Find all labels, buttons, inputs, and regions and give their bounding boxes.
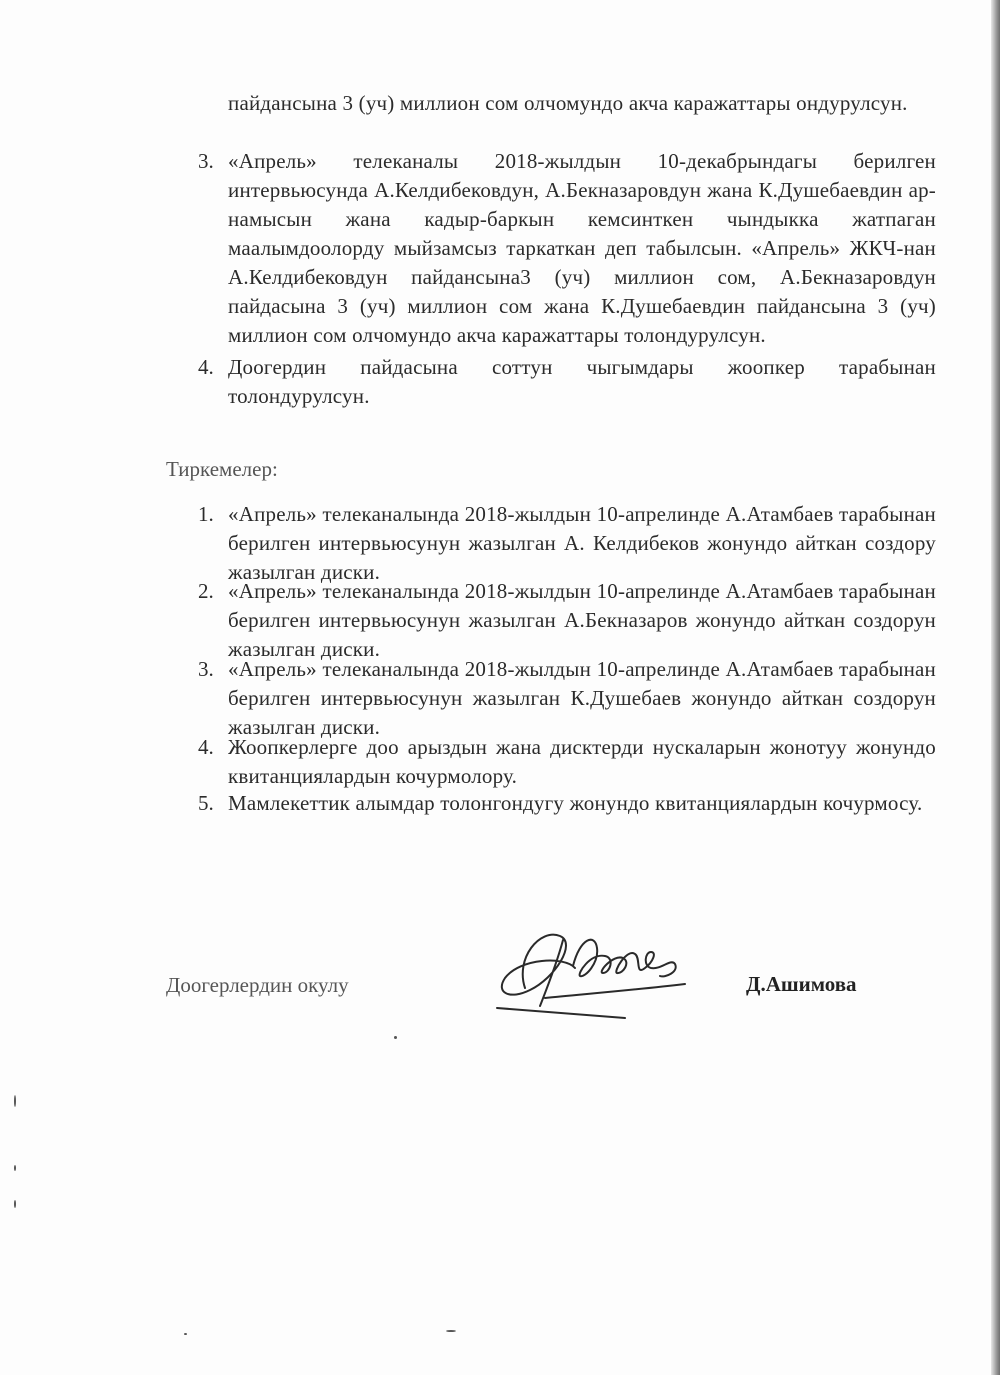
scan-speck <box>14 1200 16 1208</box>
scan-speck <box>394 1036 397 1039</box>
claim-continuation-text: пайдансына 3 (уч) миллион сом олчомундо акча каражаттары ондурулсун. <box>228 91 908 115</box>
claim-item-number: 4. <box>198 355 214 379</box>
scan-speck <box>184 1333 187 1335</box>
handwritten-signature <box>485 918 700 1028</box>
claim-item-text: «Апрель» телеканалы 2018-жылдын 10-декабрындагы берилген интервьюсунда А.Келдибековдун, А.Бекназаровдун жана К.Душебаевдин ар-намысын жана кадыр-баркын кемсинткен чындыкка жатпаган маалымдоолорду мыйзамсыз таркаткан деп табылсын. «Апрель» ЖКЧ-нан А.Келдибековдун пайдансына3 (уч) миллион сом, А.Бекназаровдун пайдасына 3 (уч) миллион сом жана К.Душебаевдин пайдансына 3 (уч) миллион сом олчомундо акча каражаттары толондурулсун. <box>228 149 936 347</box>
attachment-item-text: «Апрель» телеканалында 2018-жылдын 10-апрелинде А.Атамбаев тарабынан берилген интервьюсунун жазылган А. Келдибеков жонундо айткан создору жазылган диски. <box>228 502 936 584</box>
claim-item-text: Доогердин пайдасына соттун чыгымдары жоопкер тарабынан толондурулсун. <box>228 355 936 408</box>
attachment-item-text: «Апрель» телеканалында 2018-жылдын 10-апрелинде А.Атамбаев тарабынан берилген интервьюсунун жазылган А.Бекназаров жонундо айткан создорун жазылган диски. <box>228 579 936 661</box>
attachment-item-text: «Апрель» телеканалында 2018-жылдын 10-апрелинде А.Атамбаев тарабынан берилген интервьюсунун жазылган К.Душебаев жонундо айткан создорун жазылган диски. <box>228 657 936 739</box>
scan-speck <box>14 1095 16 1107</box>
signatory-name: Д.Ашимова <box>746 972 857 996</box>
attachment-item-text: Мамлекеттик алымдар толонгондугу жонундо квитанциялардын кочурмосу. <box>228 791 923 815</box>
scan-edge-shadow <box>991 0 1000 1375</box>
claim-item-number: 3. <box>198 149 214 173</box>
attachments-heading: Тиркемелер: <box>166 457 278 481</box>
attachment-item-text: Жоопкерлерге доо арыздын жана дисктерди нускаларын жонотуу жонундо квитанциялардын кочурмолору. <box>228 735 936 788</box>
attachment-item-number: 3. <box>198 657 214 681</box>
attachment-item-number: 1. <box>198 502 214 526</box>
scan-speck <box>14 1165 16 1171</box>
scan-speck <box>446 1330 456 1332</box>
attachment-item-number: 4. <box>198 735 214 759</box>
signature-label: Доогерлердин окулу <box>166 973 349 997</box>
attachment-item-number: 2. <box>198 579 214 603</box>
attachment-item-number: 5. <box>198 791 214 815</box>
